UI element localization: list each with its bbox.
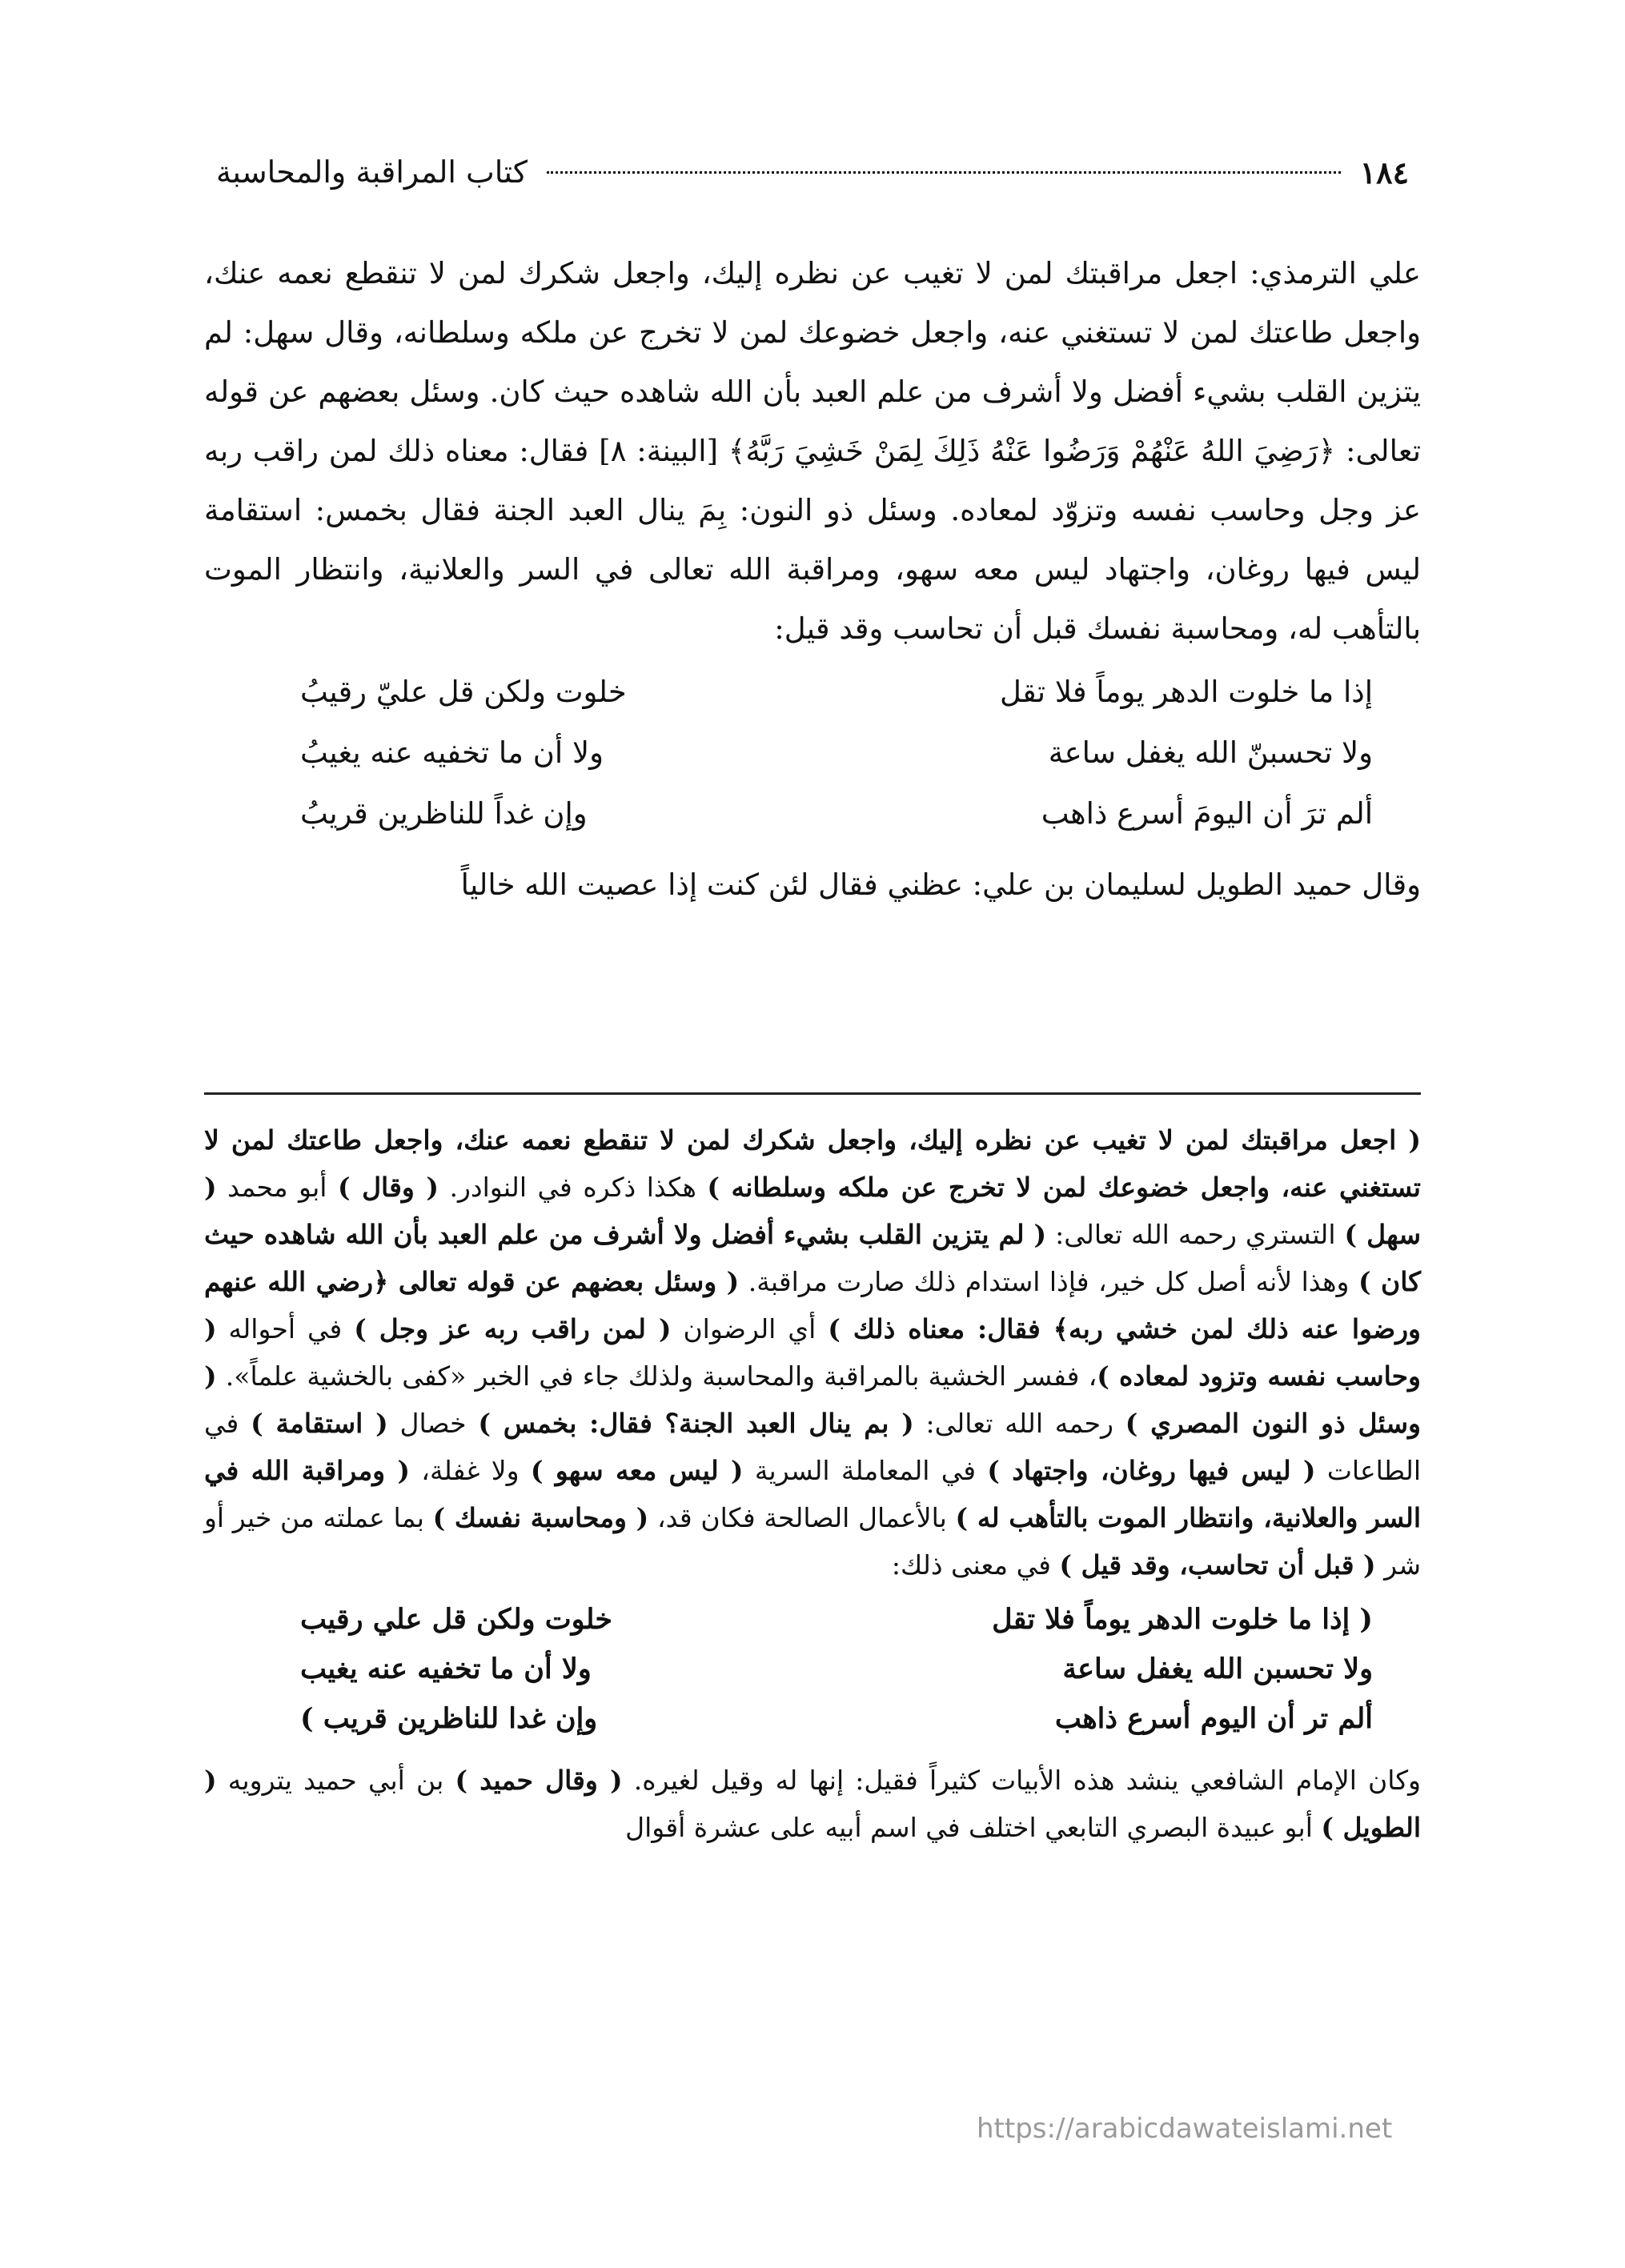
poem-verse (300, 723, 1373, 783)
commentary-verse (300, 1595, 1373, 1645)
verse-first-hemistich: ألم ترَ أن اليومَ أسرع ذاهب (1041, 796, 1373, 831)
explanation-text: أبو عبيدة البصري التابعي اختلف في اسم أبيه على عشرة أقوال (625, 1812, 1322, 1843)
commentary-text (204, 1116, 1421, 1851)
header-dot-leader (547, 171, 1341, 174)
explanation-text: أي الرضوان (671, 1313, 829, 1344)
explanation-text: وهذا لأنه أصل كل خير، فإذا استدام ذلك صارت مراقبة. (739, 1266, 1358, 1297)
explanation-text: في معنى ذلك: (891, 1549, 1060, 1581)
explanation-text: في أحواله (216, 1313, 355, 1344)
poem-verse (300, 662, 1373, 723)
quoted-text: ( وحاسب نفسه وتزود لمعاده ) (204, 1313, 1421, 1392)
commentary-poem (300, 1595, 1373, 1744)
quoted-text: ( بم ينال العبد الجنة؟ فقال: بخمس ) (478, 1408, 914, 1439)
website-watermark: https://arabicdawateislami.net (977, 2113, 1393, 2145)
commentary-verse (300, 1645, 1373, 1694)
verse-first-hemistich: ولا تحسبنّ الله يغفل ساعة (1048, 735, 1373, 770)
commentary-verse (300, 1694, 1373, 1744)
explanation-text: ولا غفلة، (410, 1455, 531, 1486)
explanation-text: بالأعمال الصالحة فكان قد، (648, 1502, 956, 1533)
explanation-text: في المعاملة السرية (743, 1455, 988, 1486)
main-text (204, 244, 1421, 915)
quoted-text: ( استقامة ) (251, 1408, 388, 1439)
commentary-divider (204, 1092, 1421, 1095)
quoted-text: ( وقال حميد ) (455, 1765, 623, 1796)
explanation-text: خصال (387, 1408, 479, 1439)
verse-first-hemistich: ولا تحسبن الله يغفل ساعة (1062, 1653, 1373, 1685)
explanation-text: بما عملته من خير أو شر (204, 1502, 1421, 1581)
verse-second-hemistich: وإن غداً للناظرين قريبُ (300, 796, 588, 831)
verse-second-hemistich: وإن غدا للناظرين قريب ) (300, 1702, 598, 1735)
verse-second-hemistich: خلوت ولكن قل عليّ رقيبُ (300, 675, 627, 709)
quoted-text: ( لم يتزين القلب بشيء أفضل ولا أشرف من علم العبد بأن الله شاهده حيث كان ) (204, 1219, 1422, 1297)
explanation-text: التستري رحمه الله تعالى: (1046, 1219, 1345, 1250)
commentary-paragraph (204, 1116, 1421, 1589)
verse-second-hemistich: ولا أن ما تخفيه عنه يغيب (300, 1653, 592, 1685)
verse-first-hemistich: إذا ما خلوت الدهر يوماً فلا تقل (1000, 675, 1373, 709)
explanation-text: في الطاعات (204, 1408, 1421, 1486)
quoted-text: ( وقال ) (337, 1172, 439, 1203)
explanation-text: رحمه الله تعالى: (913, 1408, 1125, 1439)
quoted-text: ( وسئل بعضهم عن قوله تعالى ﴿رضي الله عنهم ورضوا عنه ذلك لمن خشي ربه﴾ فقال: معناه ذلك ) (204, 1266, 1421, 1344)
quoted-text: ( وسئل ذو النون المصري ) (204, 1360, 1421, 1439)
quoted-text: ( ومحاسبة نفسك ) (432, 1502, 649, 1533)
quoted-text: ( ليس فيها روغان، واجتهاد ) (987, 1455, 1316, 1486)
quoted-text: ( اجعل مراقبتك لمن لا تغيب عن نظره إليك، واجعل شكرك لمن لا تنقطع نعمه عنك، واجعل طاعتك لمن لا تستغني عنه، واجعل خضوعك لمن لا تخرج عن ملكه وسلطانه ) (204, 1124, 1421, 1203)
verse-second-hemistich: خلوت ولكن قل علي رقيب (300, 1603, 612, 1636)
quoted-text: ( ومراقبة الله في السر والعلانية، وانتظار الموت بالتأهب له ) (204, 1455, 1421, 1533)
verse-first-hemistich: ( إذا ما خلوت الدهر يوماً فلا تقل (992, 1603, 1373, 1636)
explanation-text: بن أبي حميد يترويه (216, 1765, 455, 1796)
explanation-text: ، ففسر الخشية بالمراقبة والمحاسبة ولذلك جاء في الخبر «كفى بالخشية علماً». (216, 1360, 1097, 1392)
main-continuation: وقال حميد الطويل لسليمان بن علي: عظني فقال لئن كنت إذا عصيت الله خالياً (460, 868, 1421, 902)
running-title: كتاب المراقبة والمحاسبة (216, 154, 528, 190)
page-number: ١٨٤ (1359, 154, 1409, 190)
page-header (216, 144, 1409, 200)
poem-verse (300, 783, 1373, 844)
explanation-text: وكان الإمام الشافعي ينشد هذه الأبيات كثيراً فقيل: إنها له وقيل لغيره. (622, 1765, 1421, 1796)
main-paragraph: علي الترمذي: اجعل مراقبتك لمن لا تغيب عن نظره إليك، واجعل شكرك لمن لا تنقطع نعمه عنك، واجعل طاعتك لمن لا تستغني عنه، واجعل خضوعك لمن لا تخرج عن ملكه وسلطانه، وقال سهل: لم يتزين القلب بشيء أفضل ولا أشرف من علم العبد بأن الله شاهده حيث كان. وسئل بعضهم عن قوله تعالى: ﴿رَضِيَ اللهُ عَنْهُمْ وَرَضُوا عَنْهُ ذَلِكَ لِمَنْ خَشِيَ رَبَّهُ﴾ [البينة: ٨] فقال: معناه ذلك لمن راقب ربه عز وجل وحاسب نفسه وتزوّد لمعاده. وسئل ذو النون: بِمَ ينال العبد الجنة فقال بخمس: استقامة ليس فيها روغان، واجتهاد ليس معه سهو، ومراقبة الله تعالى في السر والعلانية، وانتظار الموت بالتأهب له، ومحاسبة نفسك قبل أن تحاسب وقد قيل: (204, 256, 1421, 646)
quoted-text: ( قبل أن تحاسب، وقد قيل ) (1059, 1549, 1376, 1581)
quoted-text: ( لمن راقب ربه عز وجل ) (354, 1313, 672, 1344)
verse-second-hemistich: ولا أن ما تخفيه عنه يغيبُ (300, 735, 604, 770)
commentary-closing (204, 1757, 1421, 1851)
poem (300, 662, 1373, 844)
explanation-text: أبو محمد (216, 1172, 338, 1203)
explanation-text: هكذا ذكره في النوادر. (438, 1172, 708, 1203)
quoted-text: ( سهل ) (204, 1172, 1421, 1250)
quoted-text: ( الطويل ) (204, 1765, 1421, 1843)
quoted-text: ( ليس معه سهو ) (530, 1455, 744, 1486)
verse-first-hemistich: ألم تر أن اليوم أسرع ذاهب (1054, 1702, 1373, 1735)
